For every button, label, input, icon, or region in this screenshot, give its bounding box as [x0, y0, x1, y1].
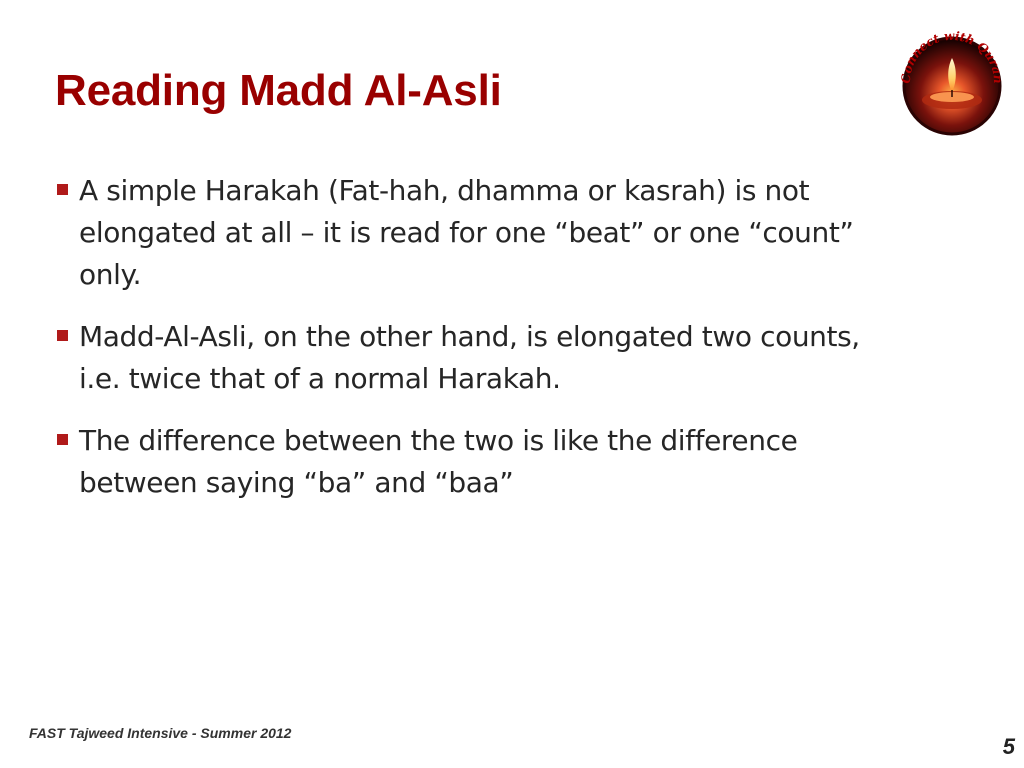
page-number: 5	[1002, 734, 1015, 759]
footer-text: FAST Tajweed Intensive - Summer 2012	[29, 725, 292, 741]
bullet-item	[57, 316, 887, 400]
connect-with-quran-logo	[888, 20, 1014, 138]
bullet-text: The difference between the two is like the difference between saying “ba” and “baa”	[79, 424, 798, 499]
square-bullet-icon	[57, 184, 68, 195]
square-bullet-icon	[57, 434, 68, 445]
bullet-item	[57, 420, 887, 504]
bullet-list	[57, 170, 887, 524]
logo-text: Connect with Quran	[898, 28, 1006, 84]
bullet-text: Madd-Al-Asli, on the other hand, is elongated two counts, i.e. twice that of a normal Harakah.	[79, 320, 860, 395]
bullet-item	[57, 170, 887, 296]
bullet-text: A simple Harakah (Fat-hah, dhamma or kasrah) is not elongated at all – it is read for one “beat” or one “count” only.	[79, 174, 854, 291]
square-bullet-icon	[57, 330, 68, 341]
candle-flame-icon	[888, 20, 1014, 138]
slide-title: Reading Madd Al-Asli	[55, 66, 502, 115]
